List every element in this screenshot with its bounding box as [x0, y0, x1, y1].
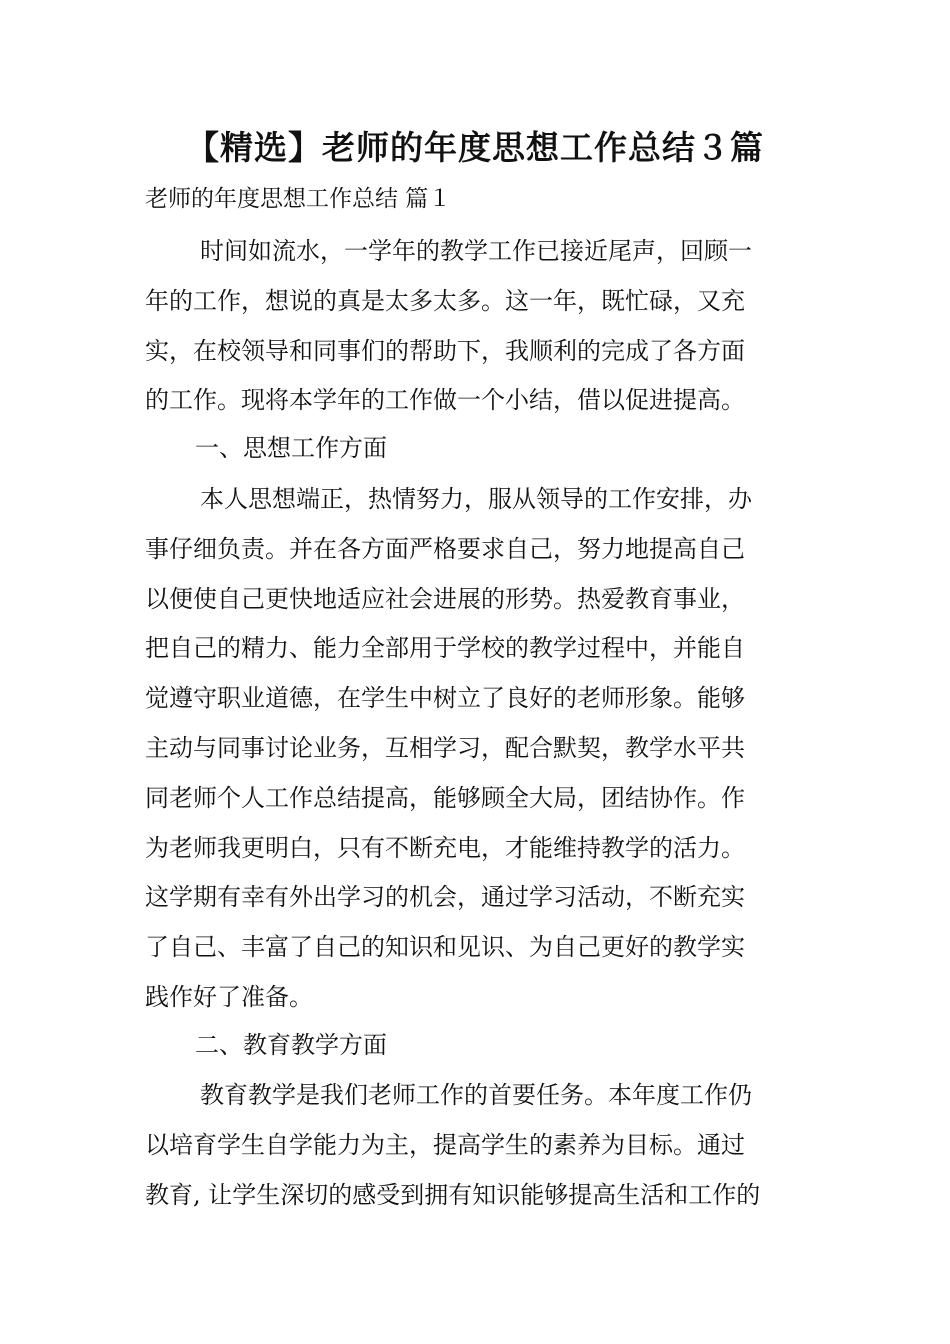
paragraph-line: 教育教学是我们老师工作的首要任务。本年度工作仍 — [200, 1081, 752, 1109]
paragraph-line: 为老师我更明白，只有不断充电，才能维持教学的活力。 — [145, 833, 745, 862]
paragraph-line: 以培育学生自学能力为主，提高学生的素养为目标。通过 — [145, 1130, 745, 1159]
paragraph-3 — [145, 1071, 810, 1220]
paragraph-line: 教育, 让学生深切的感受到拥有知识能够提高生活和工作的 — [145, 1180, 761, 1209]
paragraph-line: 本人思想端正，热情努力，服从领导的工作安排，办 — [200, 485, 752, 513]
paragraph-1 — [145, 227, 810, 426]
section-heading-1: 一、思想工作方面 — [195, 434, 387, 462]
paragraph-line: 把自己的精力、能力全部用于学校的教学过程中，并能自 — [145, 634, 745, 663]
paragraph-line: 践作好了准备。 — [145, 982, 313, 1011]
paragraph-2 — [145, 475, 810, 1023]
document-title: 【精选】老师的年度思想工作总结３篇 — [186, 128, 764, 167]
paragraph-line: 同老师个人工作总结提高，能够顾全大局，团结协作。作 — [145, 783, 745, 812]
section-heading-2: 二、教育教学方面 — [195, 1031, 387, 1059]
paragraph-line: 主动与同事讨论业务，互相学习，配合默契，教学水平共 — [145, 733, 745, 762]
paragraph-line: 了自己、丰富了自己的知识和见识、为自己更好的教学实 — [145, 933, 745, 962]
paragraph-line: 实，在校领导和同事们的帮助下，我顺利的完成了各方面 — [145, 336, 745, 365]
paragraph-line: 时间如流水，一学年的教学工作已接近尾声，回顾一 — [200, 237, 752, 265]
paragraph-line: 觉遵守职业道德，在学生中树立了良好的老师形象。能够 — [145, 684, 745, 713]
paragraph-line: 事仔细负责。并在各方面严格要求自己，努力地提高自己 — [145, 534, 745, 563]
paragraph-line: 年的工作，想说的真是太多太多。这一年，既忙碌，又充 — [145, 286, 745, 315]
document-subtitle: 老师的年度思想工作总结 篇１ — [145, 186, 452, 212]
paragraph-line: 以便使自己更快地适应社会进展的形势。热爱教育事业， — [145, 584, 745, 613]
paragraph-line: 这学期有幸有外出学习的机会，通过学习活动，不断充实 — [145, 883, 745, 912]
paragraph-line: 的工作。现将本学年的工作做一个小结，借以促进提高。 — [145, 386, 745, 415]
